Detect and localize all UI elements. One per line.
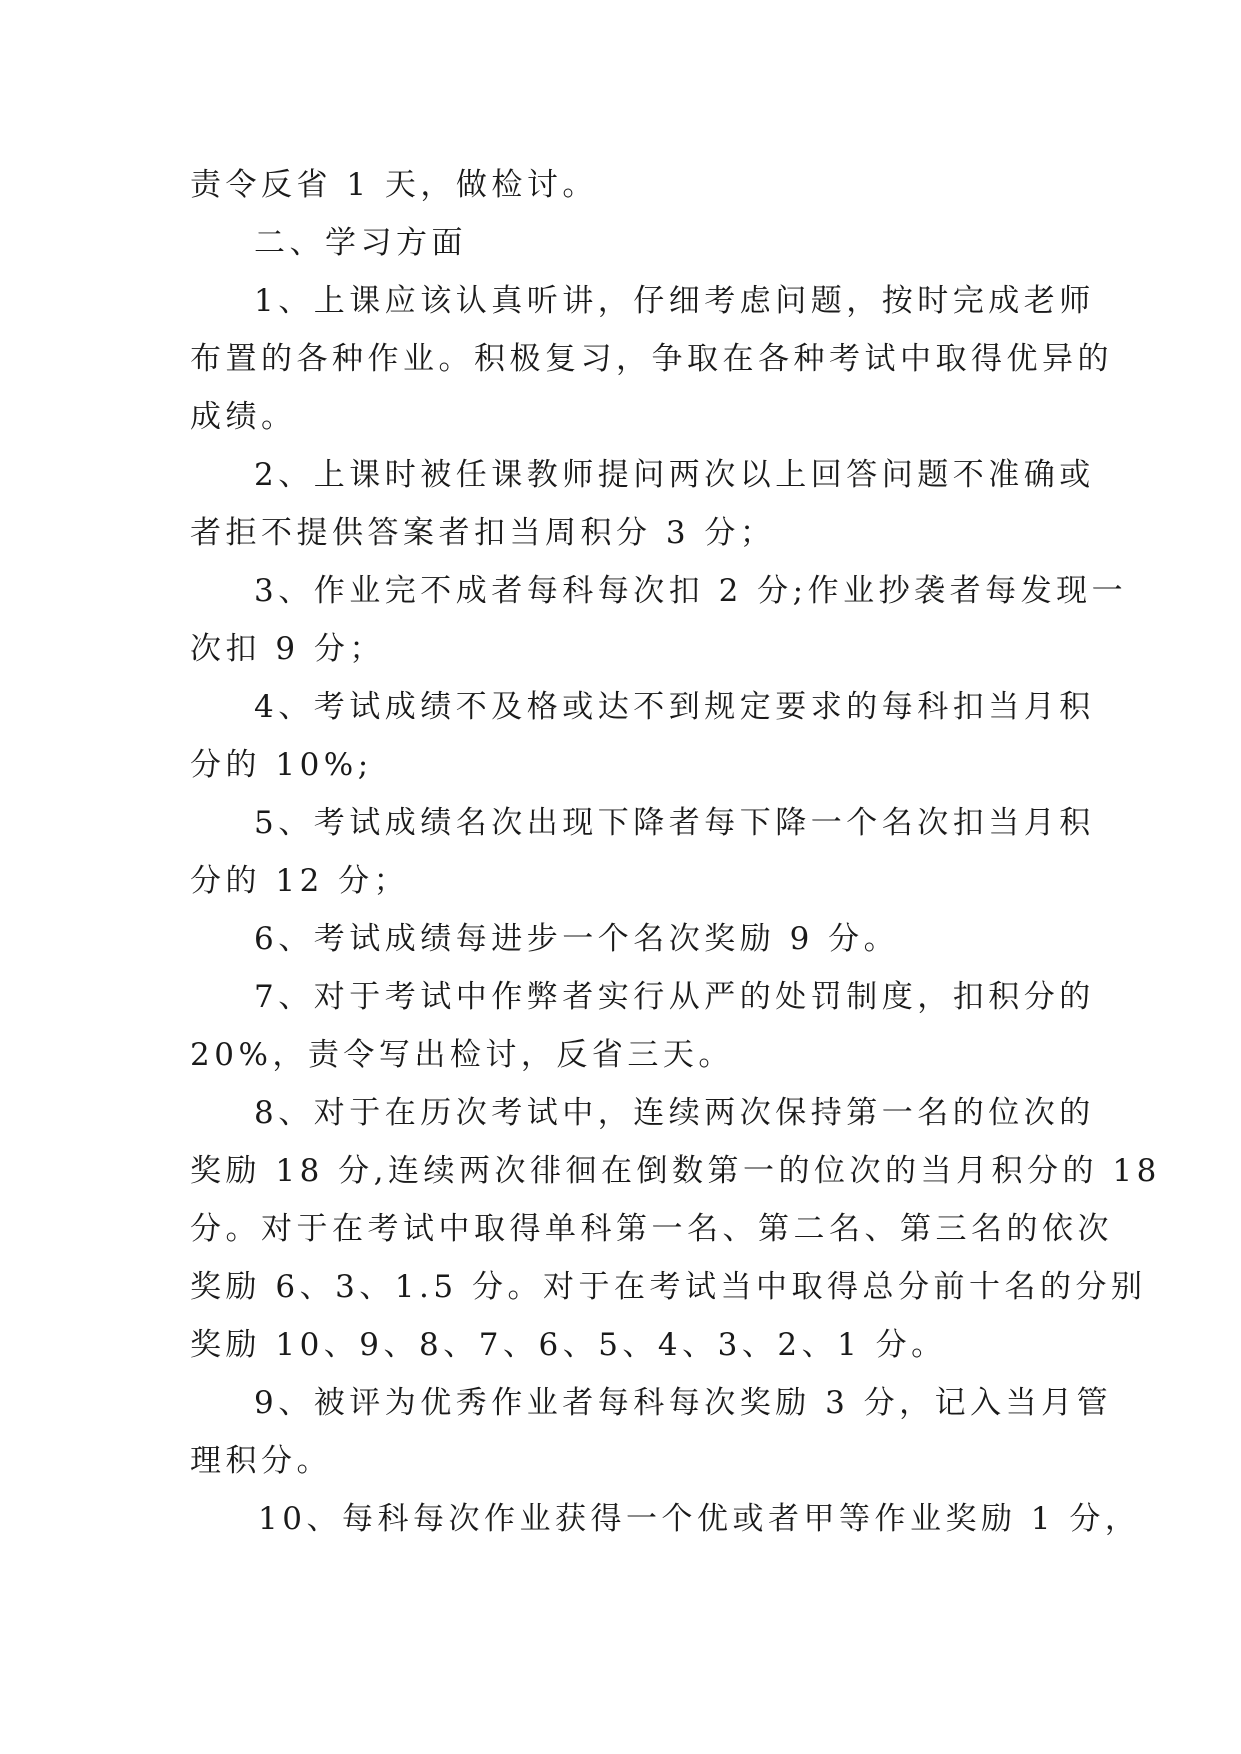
text-line: 理积分。: [190, 1443, 332, 1479]
text-line: 9、被评为优秀作业者每科每次奖励 3 分，记入当月管: [254, 1385, 1113, 1421]
text-line: 分。对于在考试中取得单科第一名、第二名、第三名的依次: [190, 1211, 1113, 1247]
text-line: 次扣 9 分；: [190, 631, 385, 667]
text-line: 8、对于在历次考试中，连续两次保持第一名的位次的: [254, 1095, 1095, 1131]
text-line: 奖励 10、9、8、7、6、5、4、3、2、1 分。: [190, 1327, 947, 1363]
text-line: 分的 10%;: [190, 747, 373, 783]
section-heading: 二、学习方面: [254, 225, 467, 261]
text-line: 分的 12 分；: [190, 863, 410, 899]
text-line: 奖励 6、3、1.5 分。对于在考试当中取得总分前十名的分别: [190, 1269, 1147, 1305]
text-line: 20%，责令写出检讨，反省三天。: [190, 1037, 734, 1073]
text-line: 7、对于考试中作弊者实行从严的处罚制度，扣积分的: [254, 979, 1095, 1015]
text-line: 2、上课时被任课教师提问两次以上回答问题不准确或: [254, 457, 1095, 493]
text-line: 5、考试成绩名次出现下降者每下降一个名次扣当月积: [254, 805, 1095, 841]
text-line: 3、作业完不成者每科每次扣 2 分;作业抄袭者每发现一: [254, 573, 1128, 609]
text-line: 布置的各种作业。积极复习，争取在各种考试中取得优异的: [190, 341, 1113, 377]
text-line: 责令反省 1 天，做检讨。: [190, 167, 598, 203]
text-line: 4、考试成绩不及格或达不到规定要求的每科扣当月积: [254, 689, 1095, 725]
text-line: 者拒不提供答案者扣当周积分 3 分；: [190, 515, 776, 551]
text-line: 10、每科每次作业获得一个优或者甲等作业奖励 1 分，: [258, 1501, 1141, 1537]
text-line: 6、考试成绩每进步一个名次奖励 9 分。: [254, 921, 900, 957]
text-line: 成绩。: [190, 399, 297, 435]
text-line: 1、上课应该认真听讲，仔细考虑问题，按时完成老师: [254, 283, 1095, 319]
text-line: 奖励 18 分,连续两次徘徊在倒数第一的位次的当月积分的 18: [190, 1153, 1161, 1189]
